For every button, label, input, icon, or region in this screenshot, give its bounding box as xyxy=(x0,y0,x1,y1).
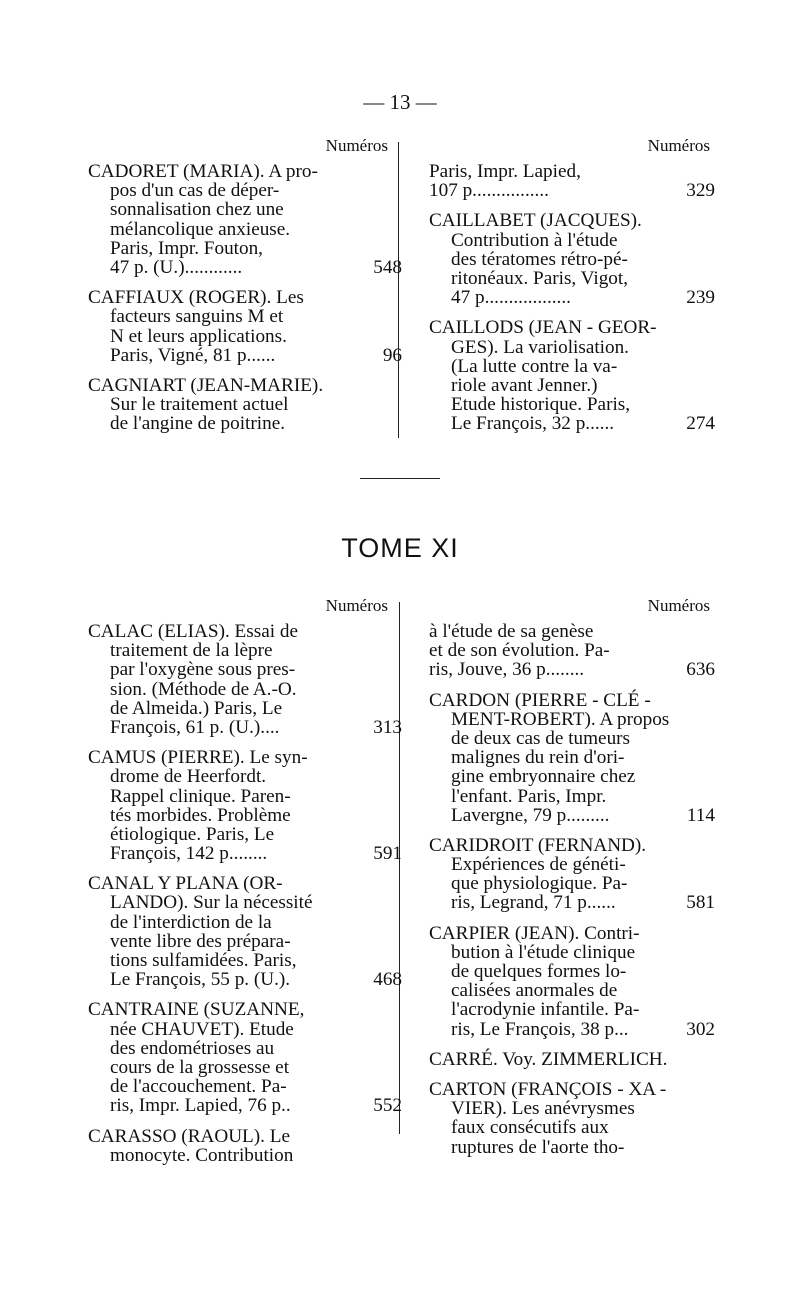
entry-line: CARIDROIT (FERNAND). xyxy=(429,834,647,856)
entry-line: Etude historique. Paris, xyxy=(451,394,631,416)
entry-number: 96 xyxy=(382,344,402,366)
entry-line: Le François, 32 p...... 274 xyxy=(451,413,715,435)
index-entry xyxy=(429,834,715,914)
index-entry xyxy=(88,873,402,991)
index-entry xyxy=(429,689,715,826)
entry-line: à l'étude de sa genèse xyxy=(429,621,594,642)
entry-line: faux consécutifs aux xyxy=(451,1117,609,1139)
column-bottom-left xyxy=(88,621,402,1166)
entry-line: CANTRAINE (SUZANNE, xyxy=(88,999,305,1021)
index-entry xyxy=(429,621,715,681)
column-top-right xyxy=(429,161,715,435)
index-entry xyxy=(88,1127,336,1165)
entry-number: 114 xyxy=(686,804,715,826)
index-entry xyxy=(88,376,336,434)
entry-line: CARRÉ. Voy. ZIMMERLICH. xyxy=(429,1048,668,1070)
column-bottom-right xyxy=(429,621,715,1158)
entry-line: 47 p.................. 239 xyxy=(451,287,715,309)
entry-line: CANAL Y PLANA (OR- xyxy=(88,873,283,895)
index-entry xyxy=(88,999,402,1117)
entry-line: CALAC (ELIAS). Essai de xyxy=(88,621,298,642)
entry-line: François, 142 p........ 591 xyxy=(110,843,402,865)
entry-number: 591 xyxy=(373,843,402,865)
entry-line: CARTON (FRANÇOIS - XA - xyxy=(429,1078,667,1100)
entry-line: ris, Jouve, 36 p........ 636 xyxy=(429,659,715,681)
entry-line: pos d'un cas de déper- xyxy=(110,180,280,202)
entry-line: ritonéaux. Paris, Vigot, xyxy=(451,267,629,289)
entry-line: (La lutte contre la va- xyxy=(451,355,618,377)
entry-line: CAILLABET (JACQUES). xyxy=(429,210,642,232)
column-divider-top xyxy=(398,142,399,438)
entry-line: vente libre des prépara- xyxy=(110,930,291,952)
column-header-bottom-left: Numéros xyxy=(325,596,388,615)
entry-line: de l'interdiction de la xyxy=(110,911,272,933)
entry-number: 329 xyxy=(686,180,715,202)
entry-line: calisées anormales de xyxy=(451,980,618,1002)
entry-line: gine embryonnaire chez xyxy=(451,766,636,788)
column-divider-bottom xyxy=(399,602,400,1134)
entry-line: monocyte. Contribution xyxy=(110,1144,294,1166)
entry-line: Expériences de généti- xyxy=(451,854,626,876)
entry-line: drome de Heerfordt. xyxy=(110,766,267,788)
entry-number: 239 xyxy=(686,287,715,309)
entry-line: CARASSO (RAOUL). Le xyxy=(88,1125,291,1147)
entry-line: 107 p................ 329 xyxy=(429,180,715,202)
entry-line: CAMUS (PIERRE). Le syn- xyxy=(88,747,308,769)
entry-line: étiologique. Paris, Le xyxy=(110,823,275,845)
entry-line: MENT-ROBERT). A propos xyxy=(451,708,670,730)
entry-line: Contribution à l'étude xyxy=(451,229,618,251)
entry-line: ris, Legrand, 71 p...... 581 xyxy=(451,892,715,914)
entry-line: de l'accouchement. Pa- xyxy=(110,1076,287,1098)
entry-line: cours de la grossesse et xyxy=(110,1056,290,1078)
entry-line: CAILLODS (JEAN - GEOR- xyxy=(429,317,657,339)
entry-line: CAGNIART (JEAN-MARIE). xyxy=(88,374,324,396)
index-entry xyxy=(88,621,402,738)
section-title: TOME XI xyxy=(341,533,459,563)
entry-line: l'enfant. Paris, Impr. xyxy=(451,785,607,807)
entry-line: Le François, 55 p. (U.). 468 xyxy=(110,969,402,991)
entry-line: LANDO). Sur la nécessité xyxy=(110,892,313,914)
entry-line: Paris, Impr. Lapied, xyxy=(429,161,581,182)
entry-line: Paris, Impr. Fouton, xyxy=(110,237,263,259)
entry-line: facteurs sanguins M et xyxy=(110,306,284,328)
entry-line: des endométrioses au xyxy=(110,1037,275,1059)
entry-gap xyxy=(429,913,649,924)
entry-line: sonnalisation chez une xyxy=(110,199,284,221)
entry-line: des tératomes rétro-pé- xyxy=(451,248,628,270)
entry-line: Rappel clinique. Paren- xyxy=(110,785,291,807)
index-entry xyxy=(88,161,402,278)
entry-number: 636 xyxy=(686,659,715,681)
entry-line: ris, Le François, 38 p... 302 xyxy=(451,1018,715,1040)
column-header-top-left: Numéros xyxy=(325,136,388,155)
entry-line: de quelques formes lo- xyxy=(451,961,627,982)
entry-line: de Almeida.) Paris, Le xyxy=(110,697,283,719)
entry-line: et de son évolution. Pa- xyxy=(429,640,610,662)
entry-line: malignes du rein d'ori- xyxy=(451,747,625,769)
entry-number: 468 xyxy=(373,969,402,991)
section-divider xyxy=(360,478,440,479)
entry-line: tés morbides. Problème xyxy=(110,804,291,826)
entry-number: 274 xyxy=(686,413,715,435)
entry-line: traitement de la lèpre xyxy=(110,640,273,662)
entry-number: 548 xyxy=(373,256,402,278)
entry-line: bution à l'étude clinique xyxy=(451,941,636,963)
entry-line: mélancolique anxieuse. xyxy=(110,218,291,240)
entry-line: tions sulfamidées. Paris, xyxy=(110,950,297,971)
index-entry xyxy=(88,287,402,366)
entry-line: de deux cas de tumeurs xyxy=(451,727,631,749)
entry-line: née CHAUVET). Etude xyxy=(110,1018,294,1040)
entry-line: par l'oxygène sous pres- xyxy=(110,659,296,681)
entry-line: sion. (Méthode de A.-O. xyxy=(110,678,297,700)
index-entry xyxy=(429,161,715,202)
entry-line: Sur le traitement actuel xyxy=(110,394,289,416)
entry-line: N et leurs applications. xyxy=(110,325,287,347)
entry-line: 47 p. (U.)............ 548 xyxy=(110,256,402,278)
index-entry xyxy=(429,1048,668,1070)
entry-number: 552 xyxy=(373,1095,402,1117)
entry-number: 302 xyxy=(686,1018,715,1040)
entry-line: François, 61 p. (U.).... 313 xyxy=(110,716,402,738)
entry-line: riole avant Jenner.) xyxy=(451,374,598,396)
index-entry xyxy=(429,922,715,1040)
entry-line: de l'angine de poitrine. xyxy=(110,413,286,435)
entry-line: CAFFIAUX (ROGER). Les xyxy=(88,287,304,309)
entry-number: 581 xyxy=(686,892,715,914)
entry-line: Paris, Vigné, 81 p...... 96 xyxy=(110,344,402,366)
entry-gap xyxy=(429,680,649,691)
index-entry xyxy=(88,747,402,865)
index-entry xyxy=(429,210,715,309)
entry-gap xyxy=(88,1116,336,1127)
entry-line: ris, Impr. Lapied, 76 p.. 552 xyxy=(110,1095,402,1117)
entry-number: 313 xyxy=(373,716,402,738)
entry-line: CARPIER (JEAN). Contri- xyxy=(429,922,640,944)
index-entry xyxy=(429,317,715,435)
column-header-bottom-right: Numéros xyxy=(647,596,710,615)
page-number: — 13 — xyxy=(363,90,437,114)
entry-line: que physiologique. Pa- xyxy=(451,873,628,895)
entry-line: GES). La variolisation. xyxy=(451,336,629,358)
entry-line: l'acrodynie infantile. Pa- xyxy=(451,999,640,1021)
column-header-top-right: Numéros xyxy=(647,136,710,155)
entry-line: ruptures de l'aorte tho- xyxy=(451,1136,625,1158)
entry-line: Lavergne, 79 p......... 114 xyxy=(451,804,715,826)
entry-line: CARDON (PIERRE - CLÉ - xyxy=(429,689,651,711)
index-entry xyxy=(429,1078,667,1158)
entry-line: VIER). Les anévrysmes xyxy=(451,1098,635,1120)
column-top-left xyxy=(88,161,402,435)
entry-line: CADORET (MARIA). A pro- xyxy=(88,161,318,182)
